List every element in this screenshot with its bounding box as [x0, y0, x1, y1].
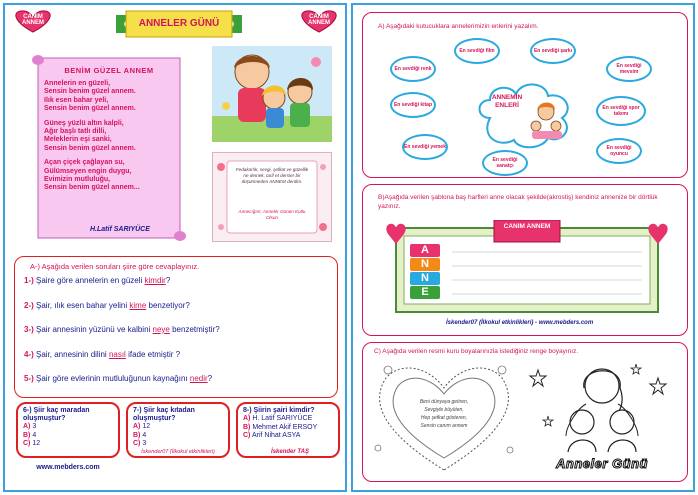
coloring-caption: Anneler Günü	[556, 456, 648, 471]
mc-question-text: 8-) Şiirin şairi kimdir?	[243, 407, 315, 414]
heart-poem-line: Hep şefkat gösteren,	[420, 415, 468, 421]
mc-option-value: 4	[140, 431, 147, 439]
poem-line: Gülümseyen engin duygu,	[44, 167, 132, 175]
poem-line: Annelerin en güzeli,	[44, 80, 111, 87]
mc-question-text: 7-) Şiir kaç kıtadan oluşmuştur?	[133, 407, 195, 422]
mc-option-value: 3	[140, 440, 147, 447]
mc-option-value: 12	[140, 423, 151, 430]
question-text: Şair annesinin yüzünü ve kalbini	[36, 325, 153, 334]
mc-option[interactable]	[128, 423, 228, 432]
mc-option-value: 4	[30, 431, 37, 439]
question-keyword: neye	[152, 325, 170, 334]
bubble-season: En sevdiği mevsim	[606, 56, 652, 82]
bubble-artist: En sevdiği sanatçı	[482, 150, 528, 176]
question-row	[24, 325, 334, 350]
heart-poem-line: Sensin canım annem	[420, 423, 468, 429]
question-row	[24, 301, 334, 326]
question-keyword: kime	[129, 300, 147, 310]
mc-option-letter: A)	[133, 423, 141, 430]
poem-title: BENİM GÜZEL ANNEM	[64, 66, 154, 75]
section-c-instruction: C) Aşağıda verilen resmi kuru boyalarınızla istediğiniz renge boyayınız.	[374, 348, 579, 355]
acrostic-letter: A	[410, 244, 440, 257]
mc-option[interactable]	[128, 440, 228, 449]
mc-option-value: 3	[30, 423, 37, 430]
card-greeting: Annecığım; Anneler Günün Kutlu Olsun	[238, 209, 306, 220]
bubble-food: En sevdiği yemek	[402, 134, 448, 160]
question-keyword: nedir	[189, 374, 208, 383]
page-title: ANNELER GÜNÜ	[138, 18, 220, 29]
question-number: 5-)	[24, 374, 36, 383]
mc-option-value: 12	[30, 440, 41, 447]
bubble-song: En sevdiği şarkı	[530, 38, 576, 64]
poem-line: Sensin benim güzel annem.	[44, 144, 136, 152]
poem-line: Meleklerin eşi sanki,	[44, 136, 112, 144]
mc-option[interactable]	[238, 432, 338, 441]
acrostic-banner: CANIM ANNEM	[503, 223, 551, 230]
question-row	[24, 374, 334, 399]
poem-line: Sensin benim güzel annem.	[44, 88, 136, 96]
coloring-heart	[368, 358, 520, 474]
mc-option[interactable]	[238, 424, 338, 433]
poem-line: Güneş yüzlü altın kalpli,	[44, 119, 124, 127]
acrostic-letter: E	[410, 286, 440, 299]
question-suffix: benzetmiştir?	[169, 325, 220, 334]
bubble-actor: En sevdiği oyuncu	[596, 138, 642, 164]
heart-poem-line: Sevgiyle büyüten,	[424, 407, 464, 413]
question-keyword: nasıl	[108, 349, 126, 359]
question-suffix: benzetiyor?	[146, 300, 190, 310]
question-text: Şair göre evlerinin mutluluğunun kaynağını	[36, 374, 190, 383]
title-banner	[116, 9, 242, 39]
question-row	[24, 350, 334, 375]
question-suffix: ifade etmiştir ?	[125, 349, 181, 359]
question-text: Şair, ılık esen bahar yelini	[36, 300, 130, 310]
center-cloud	[470, 78, 580, 150]
center-cloud-text: ANNEMİN ENLERİ	[491, 94, 523, 109]
bubble-film: En sevdiği film	[454, 38, 500, 64]
question-keyword: kimdir	[144, 276, 166, 285]
mc-question-text: 6-) Şiir kaç maradan oluşmuştur?	[23, 407, 90, 422]
poem-scroll	[30, 50, 188, 246]
logo-left-2	[296, 8, 342, 34]
logo-left	[10, 8, 56, 34]
mc-option-letter: C)	[243, 432, 251, 439]
family-illustration	[212, 46, 332, 142]
mc-option-letter: B)	[133, 431, 141, 439]
section-b-credit: İskender07 (İlkokul etkinlikleri) - www.mebders.com	[446, 320, 594, 326]
question-row	[24, 276, 334, 301]
poem-line: Sensin benim güzel annem...	[44, 184, 140, 192]
footer-credit-left: İskender07 (İlkokul etkinlikleri)	[141, 449, 215, 455]
card-text: Fedakarlık, sevgi, şefkat ve güzellik ne demek, tarif et dersler bir düşünmeden ANNEM derdim.	[235, 167, 309, 184]
question-suffix: ?	[165, 276, 171, 285]
mc-option[interactable]	[128, 432, 228, 441]
bubble-sports-team: En sevdiği spor takımı	[596, 96, 646, 126]
mc-option[interactable]	[238, 415, 338, 424]
section-b-instruction: B)Aşağıda verilen şablona baş harfleri anne olacak şekilde(akrostiş) kendiniz annenize bir dörtlük yazınız.	[378, 194, 658, 210]
mc-option-letter: A)	[243, 415, 251, 422]
acrostic-template	[386, 220, 668, 318]
mc-option-letter: B)	[23, 431, 31, 439]
mc-option[interactable]	[18, 432, 118, 441]
acrostic-letters	[410, 244, 444, 300]
footer-credit-name: İskender TAŞ	[271, 449, 309, 455]
heart-poem	[398, 398, 490, 430]
bubble-book: En sevdiği kitap	[390, 92, 436, 118]
question-number: 2-)	[24, 300, 36, 310]
mc-question-6	[16, 402, 120, 458]
logo-left-text: CANIM ANNEM	[22, 14, 44, 26]
mc-option-value: H. Latif SARIYÜCE	[250, 415, 313, 422]
mc-option-value: Arif Nihat ASYA	[250, 432, 301, 439]
question-suffix: ?	[207, 374, 213, 383]
question-number: 3-)	[24, 325, 36, 334]
mc-option[interactable]	[18, 440, 118, 449]
poem-line: Evimizin mutluluğu,	[44, 176, 111, 184]
poem-line: Açan çiçek çağlayan su,	[44, 159, 125, 167]
mc-option-value: Mehmet Akif ERSOY	[250, 423, 318, 431]
greeting-card	[212, 152, 332, 242]
mc-option-letter: B)	[243, 423, 251, 431]
poem-body	[44, 80, 180, 193]
questions-list	[24, 276, 334, 399]
logo-left-2-text: CANIM ANNEM	[308, 14, 330, 26]
question-text: Şair, annesinin dilini	[36, 349, 109, 359]
question-text: Şaire göre annelerin en güzeli	[36, 276, 145, 285]
section-a-right-instruction: A) Aşağıdaki kutucuklara annelerimizin enlerini yazalım.	[378, 23, 539, 30]
acrostic-letter: N	[410, 272, 440, 285]
poem-author: H.Latif SARIYÜCE	[90, 226, 150, 233]
poem-line: Ağır başlı tatlı dilli,	[44, 128, 107, 136]
poem-line: Ilık esen bahar yeli,	[44, 96, 109, 104]
bubble-color: En sevdiği renk	[390, 56, 436, 82]
question-number: 1-)	[24, 276, 36, 285]
mc-option[interactable]	[18, 423, 118, 432]
poem-line: Sensin benim güzel annem.	[44, 105, 136, 113]
mc-option-letter: A)	[23, 423, 31, 430]
questions-instruction: A-) Aşağıda verilen soruları şiire göre cevaplayınız.	[30, 262, 200, 271]
question-number: 4-)	[24, 349, 36, 359]
footer-site-left: www.mebders.com	[36, 464, 100, 471]
coloring-family	[526, 356, 678, 476]
heart-poem-line: Beni dünyaya getiren,	[419, 399, 469, 405]
mc-option-letter: C)	[23, 440, 31, 447]
mc-option-letter: C)	[133, 440, 141, 447]
acrostic-letter: N	[410, 258, 440, 271]
